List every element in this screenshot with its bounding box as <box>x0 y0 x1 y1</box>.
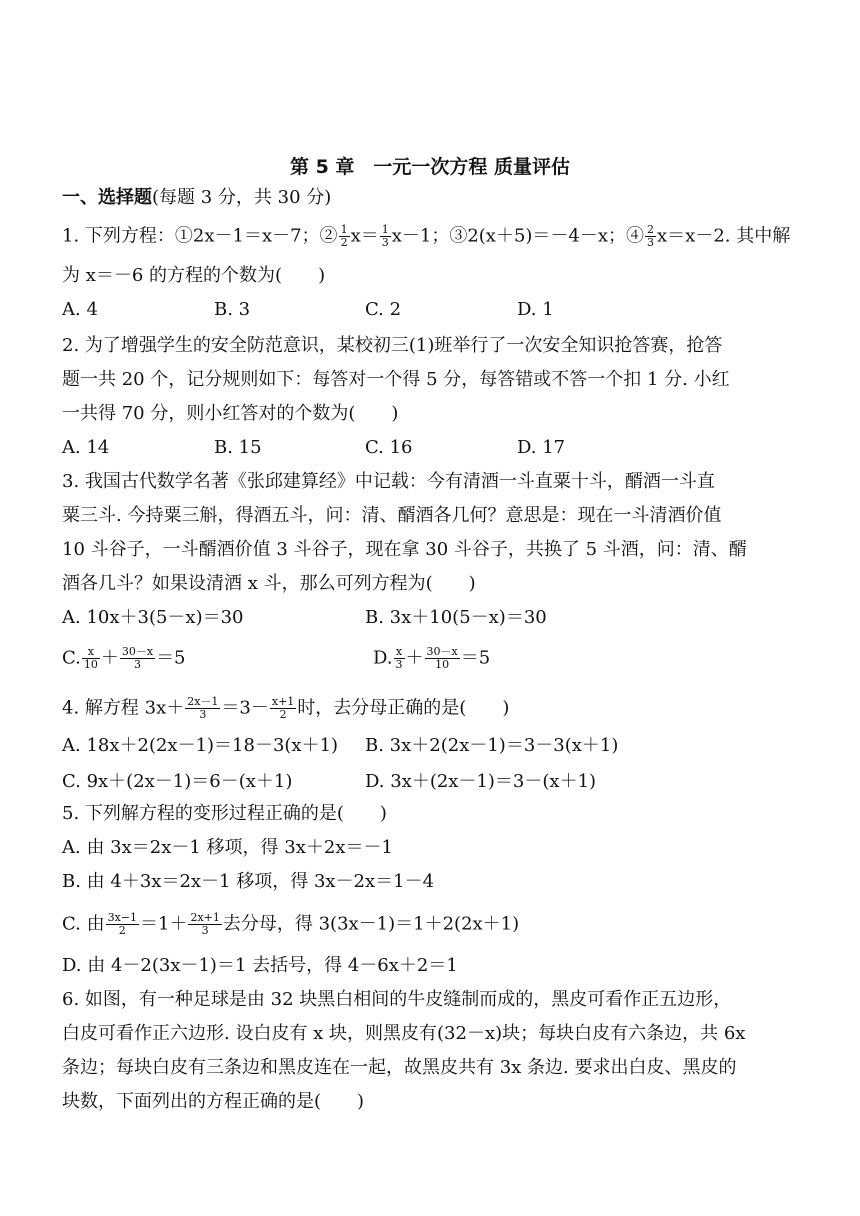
fraction <box>106 912 139 937</box>
q3-option-a: A. 10x＋3(5－x)＝30 <box>62 607 244 628</box>
question-6-line-3: 条边；每块白皮有三条边和黑皮连在一起，故黑皮共有 3x 条边. 要求出白皮、黑皮的 <box>62 1057 737 1078</box>
denominator: 2 <box>118 924 126 937</box>
q5c-text-b: ＝1＋ <box>140 913 188 935</box>
q1-option-c: C. 2 <box>365 299 402 320</box>
q1-option-b: B. 3 <box>214 299 251 320</box>
page-title: 第 5 章 一元一次方程 质量评估 <box>289 156 571 178</box>
denominator: 10 <box>83 658 98 671</box>
numerator: x <box>394 646 405 659</box>
question-3-line-3: 10 斗谷子，一斗醑酒价值 3 斗谷子，现在拿 30 斗谷子，共换了 5 斗酒，问：清、醑 <box>62 539 747 560</box>
denominator: 3 <box>199 708 207 721</box>
numerator: 2x－1 <box>187 695 219 708</box>
fraction <box>270 696 296 721</box>
q1-option-d: D. 1 <box>517 299 554 320</box>
q2-option-b: B. 15 <box>214 437 262 458</box>
section-heading <box>62 186 331 210</box>
question-6-line-4: 块数，下面列出的方程正确的是( ) <box>62 1091 365 1112</box>
q5-option-a: A. 由 3x＝2x－1 移项，得 3x＋2x＝－1 <box>62 837 393 858</box>
fraction <box>82 646 100 671</box>
numerator: 30－x <box>426 645 458 658</box>
q1-text-c: x－1；③2(x＋5)＝－4－x；④ <box>391 225 645 247</box>
fraction <box>185 696 220 721</box>
question-3-line-1: 3. 我国古代数学名著《张邱建算经》中记载：今有清酒一斗直粟十斗，醑酒一斗直 <box>62 471 715 492</box>
denominator: 3 <box>133 658 141 671</box>
section-title: 一、选择题 <box>62 187 152 208</box>
equation-rest: ＝5 <box>156 647 186 669</box>
numerator: x+1 <box>271 695 295 708</box>
q5-option-d: D. 由 4－2(3x－1)＝1 去括号，得 4－6x＋2＝1 <box>62 955 458 976</box>
fraction <box>339 224 350 249</box>
fraction <box>645 224 656 249</box>
numerator: 1 <box>381 223 389 236</box>
question-6-line-2: 白皮可看作正六边形. 设白皮有 x 块，则黑皮有(32－x)块；每块白皮有六条边，共 6x <box>62 1023 746 1044</box>
question-1-line-2: 为 x＝－6 的方程的个数为( ) <box>62 265 326 286</box>
fraction <box>394 646 405 671</box>
q5-option-b: B. 由 4＋3x＝2x－1 移项，得 3x－2x＝1－4 <box>62 871 435 892</box>
q2-option-c: C. 16 <box>365 437 413 458</box>
q3-option-c <box>62 646 186 671</box>
q5-option-c <box>62 912 519 937</box>
section-note: (每题 3 分，共 30 分) <box>152 187 332 208</box>
numerator: 30－x <box>121 645 154 658</box>
denominator: 2 <box>340 236 348 249</box>
q2-option-d: D. 17 <box>517 437 566 458</box>
question-4-stem <box>62 696 509 721</box>
question-3-line-4: 酒各几斗？如果设清酒 x 斗，那么可列方程为( ) <box>62 573 476 594</box>
q5c-text-a: C. 由 <box>62 913 105 935</box>
numerator: 2x+1 <box>190 911 220 924</box>
fraction <box>425 646 460 671</box>
q2-option-a: A. 14 <box>62 437 110 458</box>
q4-option-b: B. 3x＋2(2x－1)＝3－3(x＋1) <box>365 735 619 756</box>
q5c-text-c: 去分母，得 3(3x－1)＝1＋2(2x＋1) <box>222 913 520 935</box>
q1-option-a: A. 4 <box>62 299 98 320</box>
question-2-line-1: 2. 为了增强学生的安全防范意识，某校初三(1)班举行了一次安全知识抢答赛，抢答 <box>62 335 723 356</box>
question-2-line-3: 一共得 70 分，则小红答对的个数为( ) <box>62 403 399 424</box>
denominator: 3 <box>395 658 403 671</box>
fraction <box>120 646 155 671</box>
denominator: 3 <box>647 236 655 249</box>
question-6-line-1: 6. 如图，有一种足球是由 32 块黑白相间的牛皮缝制而成的，黑皮可看作正五边形， <box>62 989 732 1010</box>
numerator: 2 <box>647 223 655 236</box>
denominator: 10 <box>435 658 450 671</box>
plus-sign: ＋ <box>100 647 119 669</box>
plus-sign: ＋ <box>405 647 424 669</box>
q3-option-d <box>373 646 490 671</box>
equation-rest: ＝5 <box>460 647 491 669</box>
q4-text-c: 时，去分母正确的是( ) <box>297 697 510 719</box>
numerator: 1 <box>340 223 348 236</box>
question-5-stem: 5. 下列解方程的变形过程正确的是( ) <box>62 803 387 824</box>
q1-text-d: x＝x－2. 其中解 <box>657 225 791 247</box>
question-3-line-2: 粟三斗. 今持粟三斛，得酒五斗，问：清、醑酒各几何？意思是：现在一斗清酒价值 <box>62 505 722 526</box>
q4-text-a: 4. 解方程 3x＋ <box>62 697 185 719</box>
question-1-line-1 <box>62 224 790 249</box>
fraction <box>380 224 391 249</box>
q1-text-a: 1. 下列方程：①2x－1＝x－7；② <box>62 225 338 247</box>
fraction <box>188 912 221 937</box>
q4-option-d: D. 3x＋(2x－1)＝3－(x＋1) <box>365 771 597 792</box>
q4-option-a: A. 18x＋2(2x－1)＝18－3(x＋1) <box>62 735 339 756</box>
numerator: 3x−1 <box>107 911 137 924</box>
option-label: D. <box>373 647 393 669</box>
denominator: 2 <box>279 708 287 721</box>
q3-option-b: B. 3x＋10(5－x)＝30 <box>365 607 547 628</box>
q4-option-c: C. 9x＋(2x－1)＝6－(x＋1) <box>62 771 293 792</box>
option-label: C. <box>62 647 81 669</box>
numerator: x <box>82 646 100 659</box>
q4-text-b: ＝3－ <box>221 697 269 719</box>
denominator: 3 <box>201 924 209 937</box>
question-2-line-2: 题一共 20 个，记分规则如下：每答对一个得 5 分，每答错或不答一个扣 1 分. 小红 <box>62 369 730 390</box>
denominator: 3 <box>381 236 389 249</box>
q1-text-b: x＝ <box>350 225 379 247</box>
